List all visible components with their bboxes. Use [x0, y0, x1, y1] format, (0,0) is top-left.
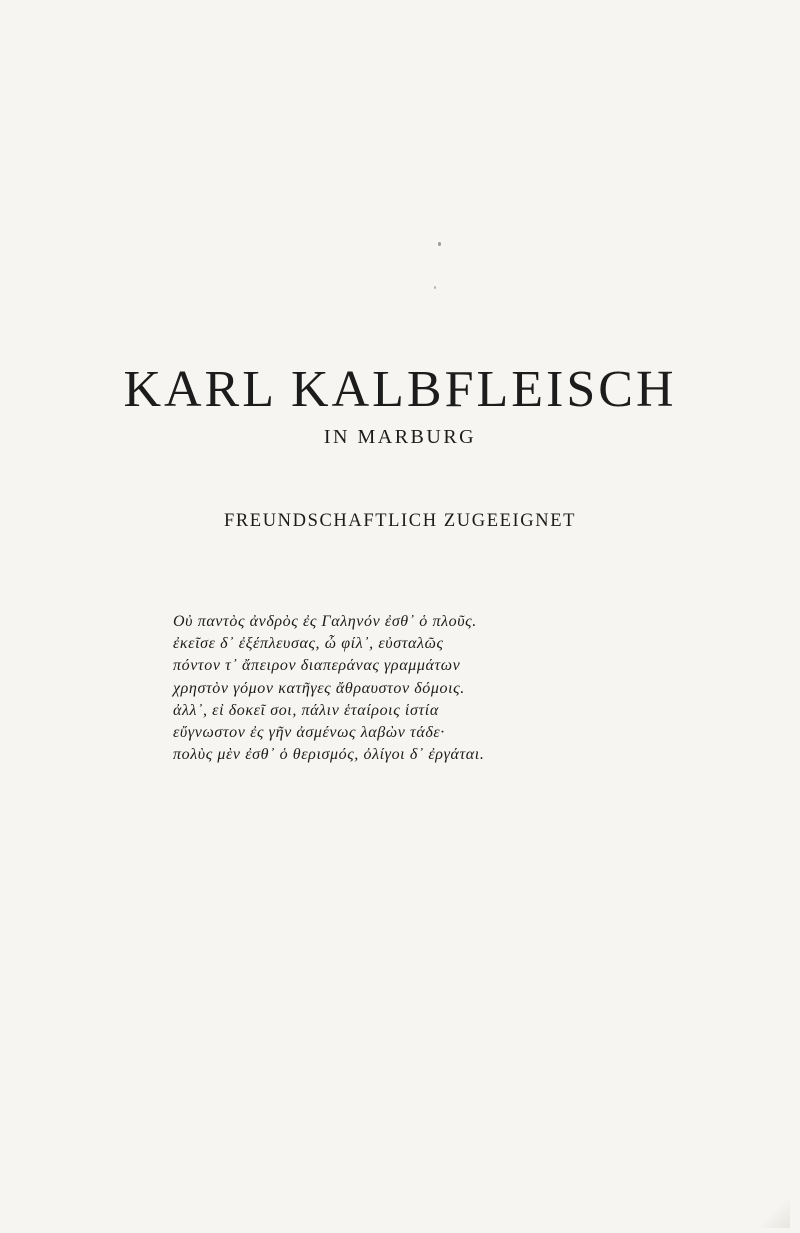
page-corner-shadow	[760, 1200, 790, 1228]
poem-line: πολὺς μὲν ἐσθ᾽ ὁ θερισμός, ὀλίγοι δ᾽ ἐργάται.	[173, 746, 485, 764]
poem-line: χρηστὸν γόμον κατῆγες ἄθραυστον δόμοις.	[173, 679, 465, 697]
poem-line: ἀλλ᾽, εἰ δοκεῖ σοι, πάλιν ἑταίροις ἱστία	[173, 701, 439, 719]
dedication-line: FREUNDSCHAFTLICH ZUGEEIGNET	[223, 511, 577, 531]
greek-poem	[173, 611, 733, 766]
paper-speck	[438, 242, 441, 246]
poem-line: εὔγνωστον ἐς γῆν ἀσμένως λαβὼν τάδε·	[173, 724, 445, 742]
paper-speck	[434, 286, 436, 289]
poem-line: ἐκεῖσε δ᾽ ἐξέπλευσας, ὦ φίλ᾽, εὐσταλῶς	[173, 635, 444, 653]
author-place: IN MARBURG	[323, 426, 477, 448]
poem-line: πόντον τ᾽ ἄπειρον διαπεράνας γραμμάτων	[173, 657, 461, 675]
author-name: KARL KALBFLEISCH	[123, 361, 677, 418]
poem-line: Οὐ παντὸς ἀνδρὸς ἐς Γαληνόν ἐσθ᾽ ὁ πλοῦς.	[173, 613, 477, 630]
